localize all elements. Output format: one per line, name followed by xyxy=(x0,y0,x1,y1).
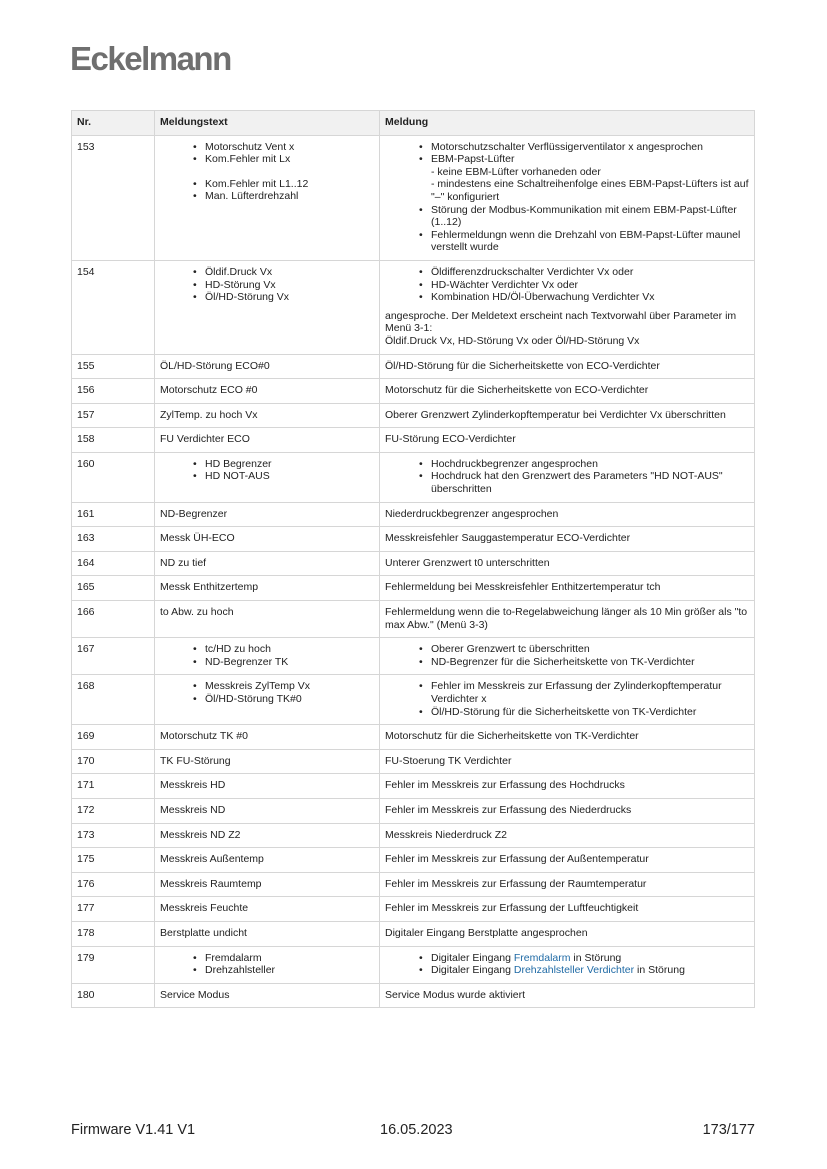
row-number: 173 xyxy=(72,823,155,848)
row-number: 168 xyxy=(72,675,155,725)
message-text-cell: Messkreis Feuchte xyxy=(155,897,380,922)
table-row xyxy=(72,403,755,428)
row-number: 156 xyxy=(72,379,155,404)
row-number: 175 xyxy=(72,848,155,873)
table-row xyxy=(72,551,755,576)
list-item: • Hochdruck hat den Grenzwert des Parameters "HD NOT-AUS" überschritten xyxy=(431,470,749,495)
list-item: • ND-Begrenzer TK xyxy=(205,656,374,669)
message-cell: Fehler im Messkreis zur Erfassung der Außentemperatur xyxy=(380,848,755,873)
row-number: 172 xyxy=(72,798,155,823)
message-cell: Motorschutz für die Sicherheitskette von TK-Verdichter xyxy=(380,725,755,750)
table-row xyxy=(72,452,755,502)
table-header-row xyxy=(72,111,755,136)
message-cell: Fehler im Messkreis zur Erfassung der Raumtemperatur xyxy=(380,872,755,897)
row-number: 170 xyxy=(72,749,155,774)
table-row xyxy=(72,921,755,946)
message-text-cell: ND-Begrenzer xyxy=(155,502,380,527)
list-item: • Öl/HD-Störung für die Sicherheitskette von TK-Verdichter xyxy=(431,706,749,719)
row-number: 161 xyxy=(72,502,155,527)
message-text-cell: ÖL/HD-Störung ECO#0 xyxy=(155,354,380,379)
message-cell: Messkreisfehler Sauggastemperatur ECO-Verdichter xyxy=(380,527,755,552)
text-span: in Störung xyxy=(570,951,622,964)
message-text-cell xyxy=(155,260,380,354)
row-number: 166 xyxy=(72,601,155,638)
table-row xyxy=(72,354,755,379)
list-item: • HD-Wächter Verdichter Vx oder xyxy=(431,279,749,292)
row-number: 178 xyxy=(72,921,155,946)
message-text-cell: Messkreis HD xyxy=(155,774,380,799)
row-number: 155 xyxy=(72,354,155,379)
row-number: 167 xyxy=(72,638,155,675)
message-cell: Fehler im Messkreis zur Erfassung des Hochdrucks xyxy=(380,774,755,799)
list-item: • Fehlermeldungn wenn die Drehzahl von EBM-Papst-Lüfter maunel verstellt wurde xyxy=(431,229,749,254)
message-cell xyxy=(380,260,755,354)
message-text-cell: Service Modus xyxy=(155,983,380,1008)
footer-date: 16.05.2023 xyxy=(380,1122,453,1138)
eckelmann-logo: Eckelmann xyxy=(70,40,231,77)
table-row xyxy=(72,897,755,922)
text-span: Digitaler Eingang xyxy=(431,951,514,964)
message-cell: FU-Stoerung TK Verdichter xyxy=(380,749,755,774)
message-text-cell xyxy=(155,452,380,502)
list-item: • Hochdruckbegrenzer angesprochen xyxy=(431,458,749,471)
list-item-label: EBM-Papst-Lüfter xyxy=(431,153,515,166)
message-text-cell: Messkreis Raumtemp xyxy=(155,872,380,897)
message-text-cell: Motorschutz ECO #0 xyxy=(155,379,380,404)
list-item: • Öldifferenzdruckschalter Verdichter Vx oder xyxy=(431,266,749,279)
sub-line: - mindestens eine Schaltreihenfolge eines EBM-Papst-Lüfters ist auf "–" konfiguriert xyxy=(431,178,749,203)
row-number: 177 xyxy=(72,897,155,922)
table-row xyxy=(72,872,755,897)
list-item: • Motorschutzschalter Verflüssigerventilator x angesprochen xyxy=(431,141,749,154)
list-item: • Messkreis ZylTemp Vx xyxy=(205,680,374,693)
list-item: • Öl/HD-Störung TK#0 xyxy=(205,693,374,706)
list-item: • ND-Begrenzer für die Sicherheitskette von TK-Verdichter xyxy=(431,656,749,669)
row-number: 164 xyxy=(72,551,155,576)
message-text-cell: Motorschutz TK #0 xyxy=(155,725,380,750)
message-cell: Motorschutz für die Sicherheitskette von ECO-Verdichter xyxy=(380,379,755,404)
table-row xyxy=(72,135,755,260)
list-item: • Fremdalarm xyxy=(205,952,374,965)
message-cell: Messkreis Niederdruck Z2 xyxy=(380,823,755,848)
table-row xyxy=(72,823,755,848)
message-text-cell: Messk ÜH-ECO xyxy=(155,527,380,552)
table-row xyxy=(72,260,755,354)
row-number: 165 xyxy=(72,576,155,601)
column-header-nr: Nr. xyxy=(72,111,155,136)
list-item: • Kom.Fehler mit L1..12 xyxy=(205,178,374,191)
list-item: • Störung der Modbus-Kommunikation mit einem EBM-Papst-Lüfter (1..12) xyxy=(431,204,749,229)
fremdalarm-link[interactable]: Fremdalarm xyxy=(513,951,571,964)
message-text-cell: ZylTemp. zu hoch Vx xyxy=(155,403,380,428)
text-span: Digitaler Eingang xyxy=(431,964,514,977)
message-text-cell: Messk Enthitzertemp xyxy=(155,576,380,601)
list-item: • Drehzahlsteller xyxy=(205,964,374,977)
table-row xyxy=(72,502,755,527)
table-row xyxy=(72,428,755,453)
paragraph: angesproche. Der Meldetext erscheint nach Textvorwahl über Parameter im Menü 3-1: xyxy=(385,309,737,335)
row-number: 169 xyxy=(72,725,155,750)
list-item: • Kombination HD/Öl-Überwachung Verdichter Vx xyxy=(431,291,749,304)
row-number: 179 xyxy=(72,946,155,983)
message-text-cell: Messkreis ND xyxy=(155,798,380,823)
message-cell: Fehler im Messkreis zur Erfassung der Luftfeuchtigkeit xyxy=(380,897,755,922)
row-number: 171 xyxy=(72,774,155,799)
paragraph: Öldif.Druck Vx, HD-Störung Vx oder Öl/HD-Störung Vx xyxy=(385,334,640,347)
message-cell: Digitaler Eingang Berstplatte angesprochen xyxy=(380,921,755,946)
list-item xyxy=(431,952,749,965)
list-item: • Motorschutz Vent x xyxy=(205,141,374,154)
message-text-cell: TK FU-Störung xyxy=(155,749,380,774)
table-row xyxy=(72,638,755,675)
message-cell: Fehlermeldung bei Messkreisfehler Enthitzertemperatur tch xyxy=(380,576,755,601)
message-text-cell: Berstplatte undicht xyxy=(155,921,380,946)
message-text-cell xyxy=(155,946,380,983)
message-cell: FU-Störung ECO-Verdichter xyxy=(380,428,755,453)
message-text-cell xyxy=(155,638,380,675)
table-row xyxy=(72,749,755,774)
table-row xyxy=(72,725,755,750)
row-number: 154 xyxy=(72,260,155,354)
message-cell xyxy=(380,675,755,725)
message-cell: Unterer Grenzwert t0 unterschritten xyxy=(380,551,755,576)
message-cell: Niederdruckbegrenzer angesprochen xyxy=(380,502,755,527)
message-cell xyxy=(380,452,755,502)
list-item: • Kom.Fehler mit Lx xyxy=(205,153,374,166)
message-text-cell: Messkreis Außentemp xyxy=(155,848,380,873)
message-text-cell: to Abw. zu hoch xyxy=(155,601,380,638)
row-number: 158 xyxy=(72,428,155,453)
alarm-messages-table xyxy=(71,110,755,1008)
message-cell: Oberer Grenzwert Zylinderkopftemperatur bei Verdichter Vx überschritten xyxy=(380,403,755,428)
table-row xyxy=(72,774,755,799)
row-number: 163 xyxy=(72,527,155,552)
message-cell xyxy=(380,135,755,260)
row-number: 176 xyxy=(72,872,155,897)
list-item: • Fehler im Messkreis zur Erfassung der Zylinderkopftemperatur Verdichter x xyxy=(431,680,749,705)
message-cell: Öl/HD-Störung für die Sicherheitskette von ECO-Verdichter xyxy=(380,354,755,379)
row-number: 160 xyxy=(72,452,155,502)
message-cell xyxy=(380,638,755,675)
table-row xyxy=(72,527,755,552)
table-row xyxy=(72,379,755,404)
list-item: • HD NOT-AUS xyxy=(205,470,374,483)
message-text-cell: FU Verdichter ECO xyxy=(155,428,380,453)
list-item: • HD Begrenzer xyxy=(205,458,374,471)
table-row xyxy=(72,798,755,823)
row-number: 153 xyxy=(72,135,155,260)
list-item: • Oberer Grenzwert tc überschritten xyxy=(431,643,749,656)
drehzahlsteller-link[interactable]: Drehzahlsteller Verdichter xyxy=(513,964,635,977)
row-number: 180 xyxy=(72,983,155,1008)
message-text-cell xyxy=(155,675,380,725)
list-item xyxy=(431,153,749,203)
list-item: • Öldif.Druck Vx xyxy=(205,266,374,279)
table-row xyxy=(72,848,755,873)
table-row xyxy=(72,601,755,638)
message-text-cell: ND zu tief xyxy=(155,551,380,576)
message-text-cell: Messkreis ND Z2 xyxy=(155,823,380,848)
row-number: 157 xyxy=(72,403,155,428)
message-cell: Fehler im Messkreis zur Erfassung des Niederdrucks xyxy=(380,798,755,823)
list-item: • Man. Lüfterdrehzahl xyxy=(205,190,374,203)
message-cell: Service Modus wurde aktiviert xyxy=(380,983,755,1008)
column-header-meldung: Meldung xyxy=(380,111,755,136)
message-cell xyxy=(380,946,755,983)
table-row xyxy=(72,983,755,1008)
table-row xyxy=(72,576,755,601)
table-row xyxy=(72,675,755,725)
sub-line: - keine EBM-Lüfter vorhaneden oder xyxy=(431,165,601,178)
text-span: in Störung xyxy=(634,964,685,977)
list-item: • tc/HD zu hoch xyxy=(205,643,374,656)
footer-firmware-version: Firmware V1.41 V1 xyxy=(71,1122,196,1138)
list-item xyxy=(431,964,749,977)
column-header-meldungstext: Meldungstext xyxy=(155,111,380,136)
table-row xyxy=(72,946,755,983)
message-text-cell xyxy=(155,135,380,260)
list-item: • Öl/HD-Störung Vx xyxy=(205,291,374,304)
footer-page-number: 173/177 xyxy=(702,1122,755,1138)
list-item: • HD-Störung Vx xyxy=(205,279,374,292)
message-cell: Fehlermeldung wenn die to-Regelabweichung länger als 10 Min größer als "to max Abw." (Menü 3-3) xyxy=(380,601,755,638)
